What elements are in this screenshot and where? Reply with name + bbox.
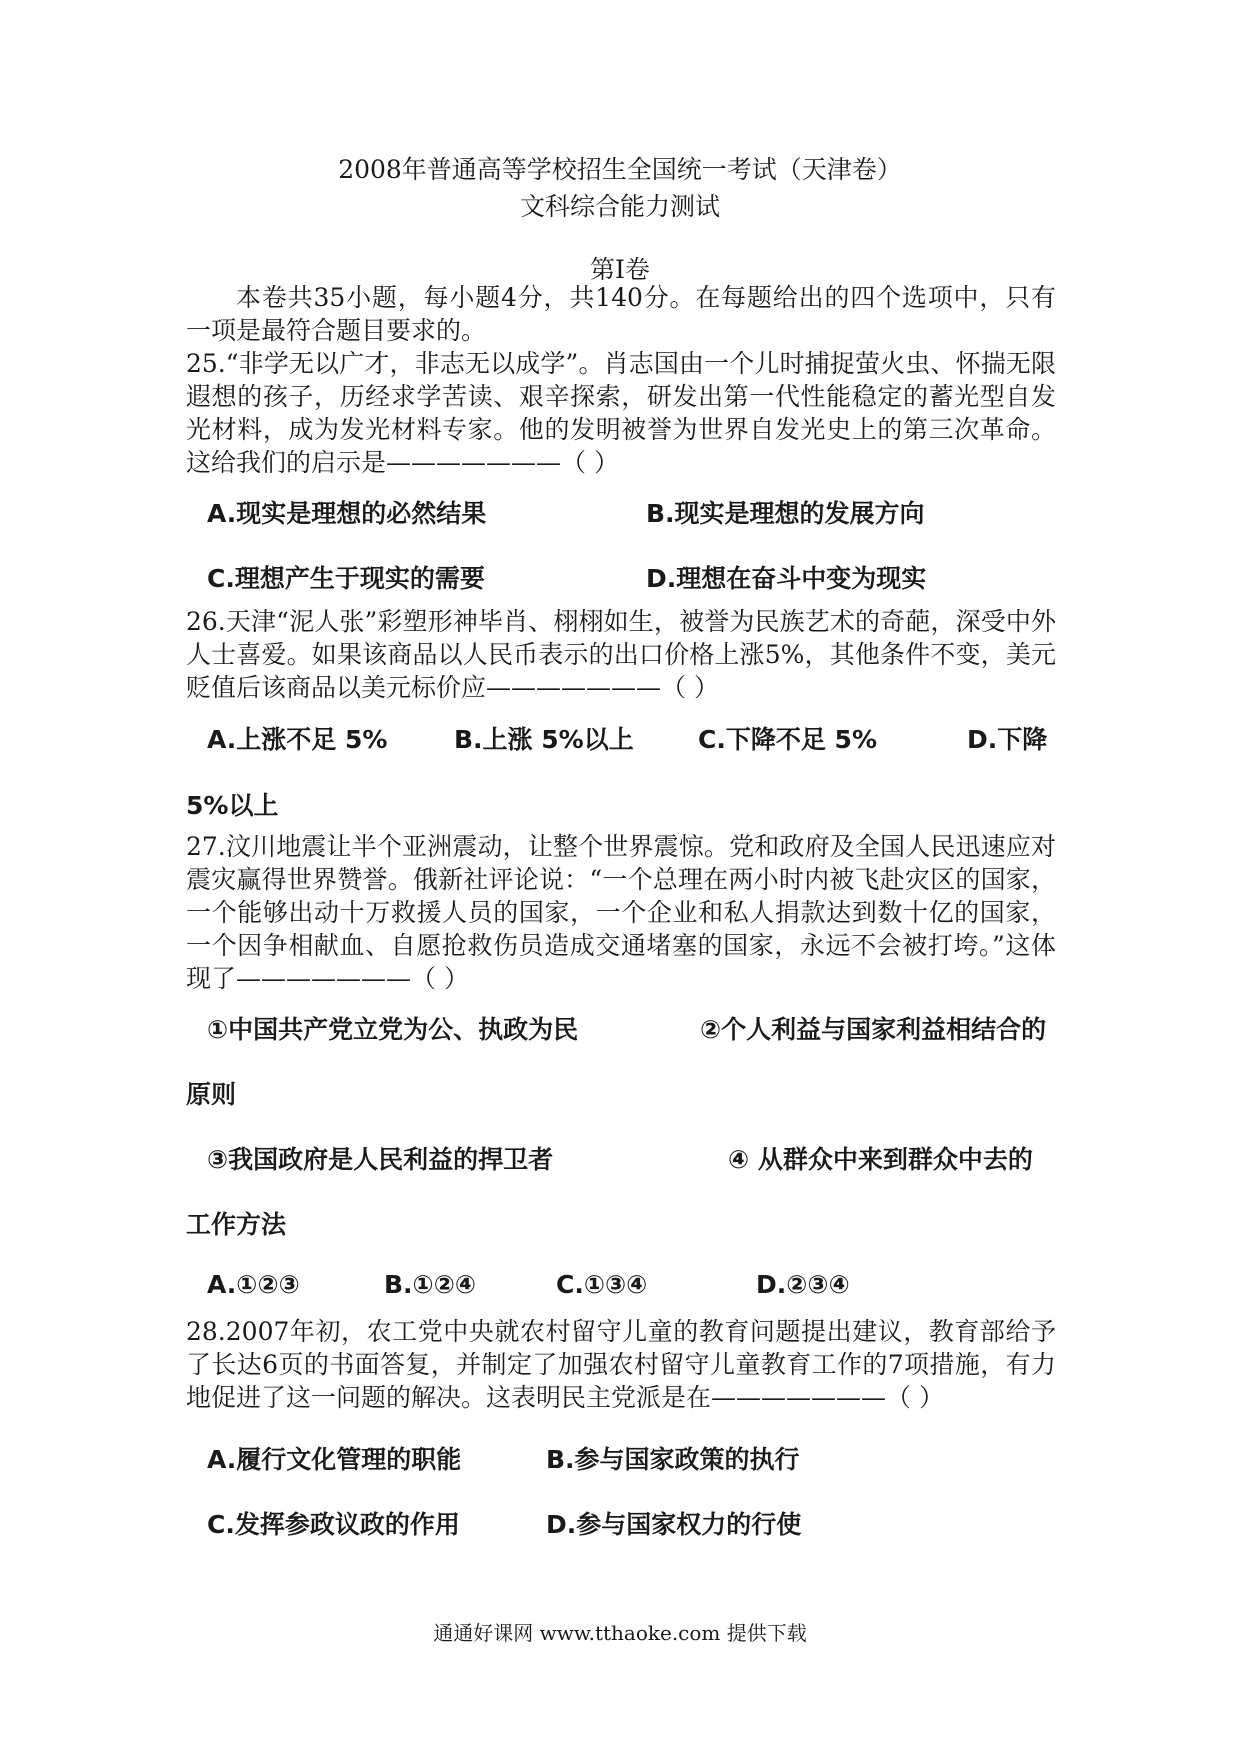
question-26-stem: 26.天津“泥人张”彩塑形神毕肖、栩栩如生，被誉为民族艺术的奇葩，深受中外人士喜爱。如果该商品以人民币表示的出口价格上涨5%，其他条件不变，美元贬值后该商品以美元标价应———————（ ） (186, 607, 1056, 702)
exam-title: 2008年普通高等学校招生全国统一考试（天津卷） (338, 155, 902, 184)
q27-statement-2-continued: 原则 (186, 1080, 237, 1109)
q27-statement-3: ③我国政府是人民利益的捍卫者 (207, 1145, 554, 1174)
q27-statement-4: ④ 从群众中来到群众中去的 (728, 1145, 1033, 1174)
q28-option-a: A.履行文化管理的职能 (207, 1445, 462, 1474)
exam-subtitle: 文科综合能力测试 (519, 192, 720, 221)
q25-option-d: D.理想在奋斗中变为现实 (646, 564, 927, 593)
question-27-stem: 27.汶川地震让半个亚洲震动，让整个世界震惊。党和政府及全国人民迅速应对震灾赢得世界赞誉。俄新社评论说：“一个总理在两小时内被飞赴灾区的国家，一个能够出动十万救援人员的国家，一个企业和私人捐款达到数十亿的国家，一个因争相献血、自愿抢救伤员造成交通堵塞的国家，永远不会被打垮。”这体现了———————（ ） (186, 832, 1056, 993)
q27-option-c: C.①③④ (556, 1270, 648, 1299)
q27-statement-2: ②个人利益与国家利益相结合的 (700, 1015, 1047, 1044)
q27-option-b: B.①②④ (384, 1270, 477, 1299)
q26-option-a: A.上涨不足 5% (207, 725, 388, 754)
q25-option-c: C.理想产生于现实的需要 (207, 564, 485, 593)
q27-statement-1: ①中国共产党立党为公、执政为民 (207, 1015, 579, 1044)
section-heading: 第Ⅰ卷 (590, 255, 650, 284)
question-25-stem: 25.“非学无以广才，非志无以成学”。肖志国由一个儿时捕捉萤火虫、怀揣无限遐想的孩子，历经求学苦读、艰辛探索，研发出第一代性能稳定的蓄光型自发光材料，成为发光材料专家。他的发明被誉为世界自发光史上的第三次革命。这给我们的启示是———————（ ） (186, 349, 1056, 477)
question-28-stem: 28.2007年初，农工党中央就农村留守儿童的教育问题提出建议，教育部给予了长达6页的书面答复，并制定了加强农村留守儿童教育工作的7项措施，有力地促进了这一问题的解决。这表明民主党派是在———————（ ） (186, 1317, 1056, 1412)
q25-option-b: B.现实是理想的发展方向 (646, 499, 925, 528)
q26-option-d: D.下降 (967, 725, 1048, 754)
q26-option-c: C.下降不足 5% (698, 725, 877, 754)
q27-option-a: A.①②③ (207, 1270, 300, 1299)
footer-download-note: 通通好课网 www.tthaoke.com 提供下载 (433, 1621, 807, 1645)
q27-statement-4-continued: 工作方法 (186, 1210, 287, 1239)
q25-option-a: A.现实是理想的必然结果 (207, 499, 487, 528)
q27-option-d: D.②③④ (756, 1270, 850, 1299)
q28-option-d: D.参与国家权力的行使 (546, 1510, 802, 1539)
intro-paragraph: 本卷共35小题，每小题4分，共140分。在每题给出的四个选项中，只有一项是最符合题目要求的。 (186, 283, 1056, 345)
q28-option-c: C.发挥参政议政的作用 (207, 1510, 460, 1539)
q26-option-b: B.上涨 5%以上 (454, 725, 634, 754)
q26-option-d-continued: 5%以上 (186, 791, 279, 820)
q28-option-b: B.参与国家政策的执行 (546, 1445, 800, 1474)
